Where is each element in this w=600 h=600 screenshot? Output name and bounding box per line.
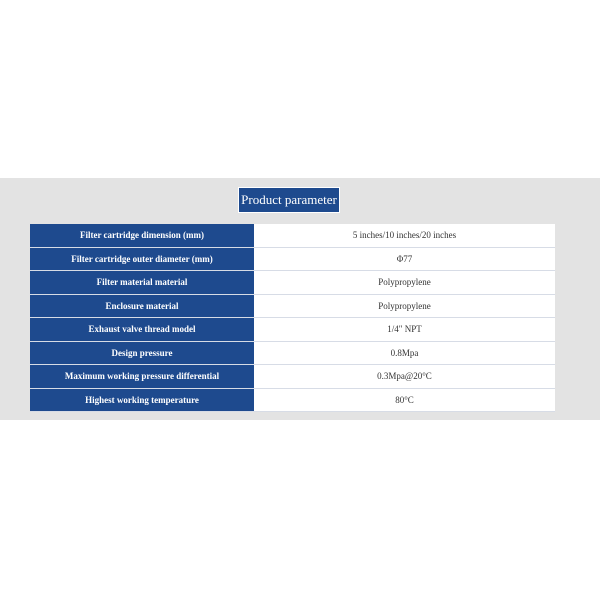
row-value: Φ77 bbox=[254, 247, 555, 271]
table-row bbox=[30, 388, 555, 412]
row-value: 80°C bbox=[254, 388, 555, 412]
table-row bbox=[30, 318, 555, 342]
row-value: 0.8Mpa bbox=[254, 341, 555, 365]
row-value: 5 inches/10 inches/20 inches bbox=[254, 224, 555, 247]
row-label: Exhaust valve thread model bbox=[30, 318, 254, 342]
row-value: 1/4" NPT bbox=[254, 318, 555, 342]
section-title: Product parameter bbox=[238, 187, 340, 213]
table-row bbox=[30, 294, 555, 318]
row-label: Filter cartridge dimension (mm) bbox=[30, 224, 254, 247]
table-row bbox=[30, 247, 555, 271]
row-label: Enclosure material bbox=[30, 294, 254, 318]
row-label: Highest working temperature bbox=[30, 388, 254, 412]
row-label: Maximum working pressure differential bbox=[30, 365, 254, 389]
row-label: Filter material material bbox=[30, 271, 254, 295]
product-parameter-table bbox=[30, 224, 555, 412]
row-label: Design pressure bbox=[30, 341, 254, 365]
table-row bbox=[30, 365, 555, 389]
row-value: Polypropylene bbox=[254, 294, 555, 318]
row-value: 0.3Mpa@20°C bbox=[254, 365, 555, 389]
row-label: Filter cartridge outer diameter (mm) bbox=[30, 247, 254, 271]
table-row bbox=[30, 271, 555, 295]
row-value: Polypropylene bbox=[254, 271, 555, 295]
table-row bbox=[30, 224, 555, 247]
table-row bbox=[30, 341, 555, 365]
